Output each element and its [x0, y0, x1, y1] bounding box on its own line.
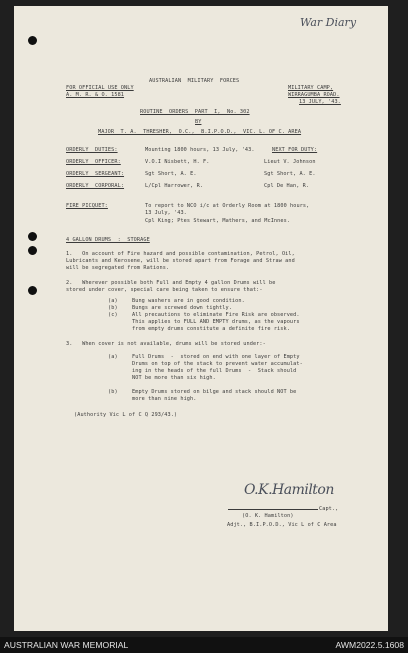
- item-line: Full Drums - stored on end with one layer of Empty: [132, 354, 300, 360]
- item-line: Bungs are screwed down tightly.: [132, 305, 232, 311]
- duty-value: Mounting 1800 hours, 13 July, '43.: [145, 147, 255, 153]
- para-line: Lubricants and Kerosene, will be stored apart from Forage and Straw and: [66, 258, 295, 264]
- fire-picquet-line: To report to NCO i/c at Orderly Room at 1800 hours,: [145, 203, 310, 209]
- duty-next: Cpl De Han, R.: [264, 183, 310, 189]
- duty-value: L/Cpl Harrower, R.: [145, 183, 204, 189]
- punch-hole: [28, 246, 37, 255]
- signature-rule: [228, 509, 318, 510]
- authority-line: (Authority Vic L of C Q 293/43.): [74, 412, 178, 418]
- item-mark: (a): [108, 354, 118, 360]
- duty-next: NEXT FOR DUTY:: [272, 147, 318, 153]
- item-line: ing in the heads of the full Drums - Stack should: [132, 368, 297, 374]
- duty-value: Sgt Short, A. E.: [145, 171, 197, 177]
- duty-label: ORDERLY CORPORAL:: [66, 183, 125, 189]
- duty-value: V.O.I Nisbett, H. F.: [145, 159, 210, 165]
- by-line: BY: [195, 119, 202, 125]
- fire-picquet-line: 13 July, '43.: [145, 210, 187, 216]
- fire-picquet-line: Cpl King; Ptes Stewart, Mathers, and McInnes.: [145, 218, 291, 224]
- para-line: 3. When cover is not available, drums will be stored under:-: [66, 341, 266, 347]
- date-line: 13 JULY, '43.: [299, 99, 341, 105]
- item-line: Bung washers are in good condition.: [132, 298, 245, 304]
- item-mark: (b): [108, 389, 118, 395]
- para-line: will be segregated from Rations.: [66, 265, 170, 271]
- item-line: Empty Drums stored on bilge and stack should NOT be: [132, 389, 297, 395]
- signature-name: (O. K. Hamilton): [242, 513, 294, 519]
- item-line: more than nine high.: [132, 396, 197, 402]
- major-line: MAJOR T. A. THRESHER, O.C., B.I.P.O.D., VIC. L. OF C. AREA: [98, 129, 302, 135]
- duty-label: ORDERLY DUTIES:: [66, 147, 118, 153]
- signature-title: Adjt., B.I.P.O.D., Vic L of C Area: [227, 522, 337, 528]
- item-mark: (a): [108, 298, 118, 304]
- handwritten-signature: O.K.Hamilton: [244, 482, 334, 498]
- fire-picquet-label: FIRE PICQUET:: [66, 203, 108, 209]
- punch-hole: [28, 286, 37, 295]
- duty-next: Sgt Short, A. E.: [264, 171, 316, 177]
- corner-note: War Diary: [300, 16, 357, 29]
- document-page: [14, 6, 388, 631]
- para-line: 2. Wherever possible both Full and Empty 4 gallon Drums will be: [66, 280, 276, 286]
- item-line: All precautions to eliminate Fire Risk are observed.: [132, 312, 300, 318]
- orders-title: ROUTINE ORDERS PART I, No. 302: [140, 109, 250, 115]
- duty-label: ORDERLY SERGEANT:: [66, 171, 125, 177]
- duty-next: Lieut V. Johnson: [264, 159, 316, 165]
- section-heading: 4 GALLON DRUMS : STORAGE: [66, 237, 150, 243]
- footer-bar: [0, 637, 408, 653]
- signature-rank: Capt.,: [319, 506, 339, 512]
- header-title: AUSTRALIAN MILITARY FORCES: [149, 78, 240, 84]
- camp-line: MILITARY CAMP,: [288, 85, 334, 91]
- item-line: Drums on top of the stack to prevent water accumulat-: [132, 361, 303, 367]
- para-line: stored under cover, special care being taken to ensure that:-: [66, 287, 263, 293]
- item-line: NOT be more than six high.: [132, 375, 216, 381]
- footer-source: AUSTRALIAN WAR MEMORIAL: [4, 640, 129, 650]
- item-mark: (c): [108, 312, 118, 318]
- reference-line: A. M. R. & O. 1581: [66, 92, 125, 98]
- punch-hole: [28, 232, 37, 241]
- official-use-line: FOR OFFICIAL USE ONLY: [66, 85, 134, 91]
- duty-label: ORDERLY OFFICER:: [66, 159, 121, 165]
- punch-hole: [28, 36, 37, 45]
- road-line: WIRRAGUMBA ROAD.: [288, 92, 340, 98]
- para-line: 1. On account of Fire hazard and possible contamination, Petrol, Oil,: [66, 251, 295, 257]
- item-line: from empty drums constitute a definite fire risk.: [132, 326, 290, 332]
- item-line: This applies to FULL AND EMPTY drums, as the vapours: [132, 319, 300, 325]
- item-mark: (b): [108, 305, 118, 311]
- footer-accession: AWM2022.5.1608: [335, 640, 404, 650]
